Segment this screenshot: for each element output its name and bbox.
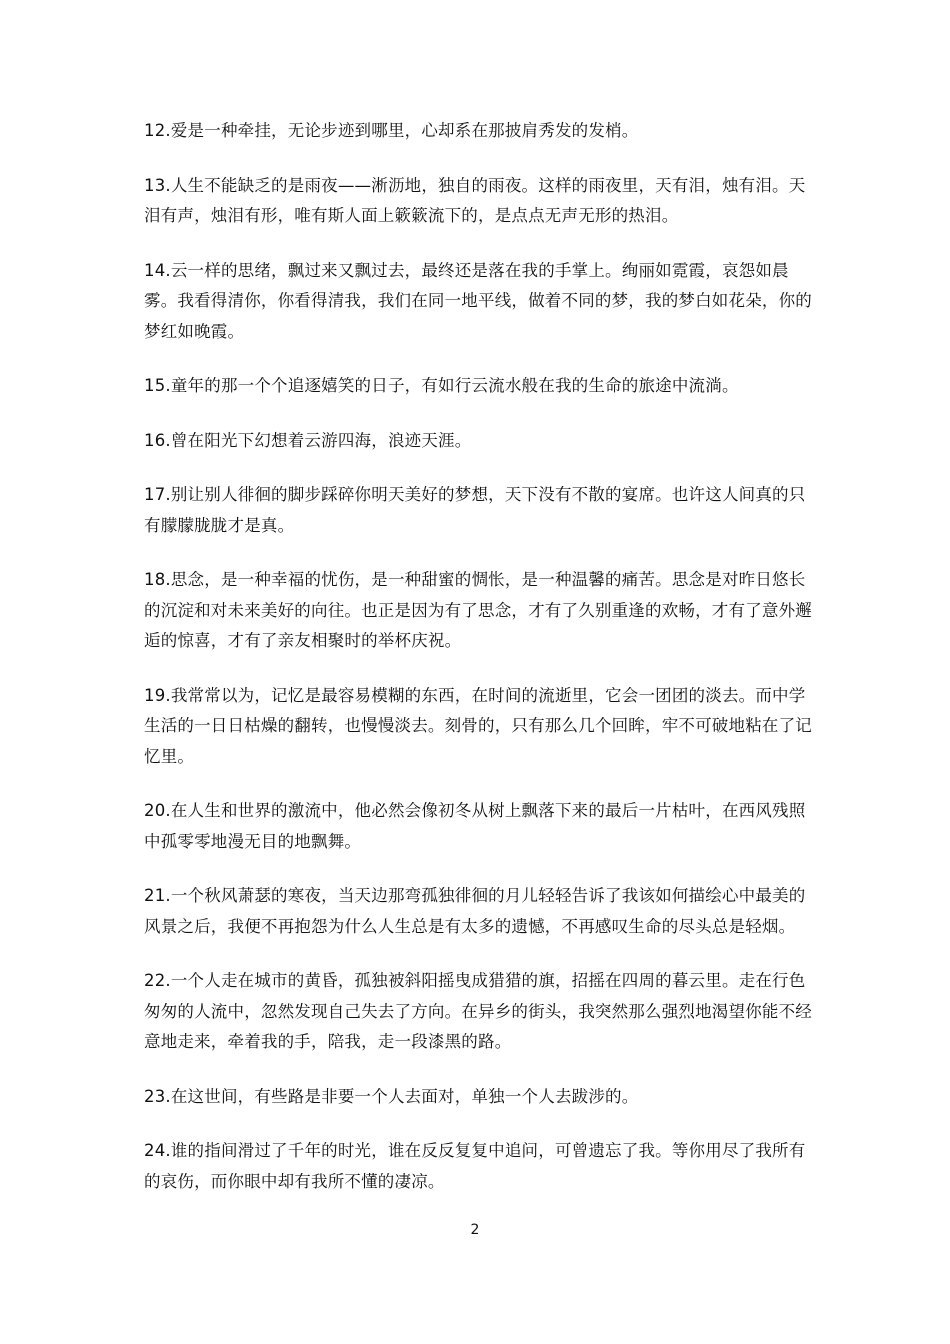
paragraph-20: 20.在人生和世界的激流中，他必然会像初冬从树上飘落下来的最后一片枯叶，在西风残照中孤零零地漫无目的地飘舞。 [144,801,806,851]
paragraph-15: 15.童年的那一个个追逐嬉笑的日子，有如行云流水般在我的生命的旅途中流淌。 [144,376,739,395]
paragraph-14: 14.云一样的思绪，飘过来又飘过去，最终还是落在我的手掌上。绚丽如霓霞，哀怨如晨雾。我看得清你，你看得清我，我们在同一地平线，做着不同的梦，我的梦白如花朵，你的梦红如晚霞。 [144,260,812,341]
paragraph-21: 21.一个秋风萧瑟的寒夜，当天边那弯孤独徘徊的月儿轻轻告诉了我该如何描绘心中最美的风景之后，我便不再抱怨为什么人生总是有太多的遗憾，不再感叹生命的尽头总是轻烟。 [144,886,806,936]
paragraph-24: 24.谁的指间滑过了千年的时光，谁在反反复复中追问，可曾遗忘了我。等你用尽了我所有的哀伤，而你眼中却有我所不懂的凄凉。 [144,1141,806,1191]
paragraph-16: 16.曾在阳光下幻想着云游四海，浪迹天涯。 [144,430,472,450]
page-number: 2 [470,1222,480,1238]
paragraph-19: 19.我常常以为，记忆是最容易模糊的东西，在时间的流逝里，它会一团团的淡去。而中学生活的一日日枯燥的翻转，也慢慢淡去。刻骨的，只有那么几个回眸，牢不可破地粘在了记忆里。 [144,685,812,766]
paragraph-12: 12.爱是一种牵挂，无论步迹到哪里，心却系在那披肩秀发的发梢。 [144,121,639,140]
document-body [144,116,814,1221]
paragraph-13: 13.人生不能缺乏的是雨夜——淅沥地，独自的雨夜。这样的雨夜里，天有泪，烛有泪。天泪有声，烛泪有形，唯有斯人面上簌簌流下的，是点点无声无形的热泪。 [144,175,806,225]
paragraph-18: 18.思念，是一种幸福的忧伤，是一种甜蜜的惆怅，是一种温馨的痛苦。思念是对昨日悠长的沉淀和对未来美好的向往。也正是因为有了思念，才有了久别重逢的欢畅，才有了意外邂逅的惊喜，才有了亲友相聚时的举杯庆祝。 [144,570,812,650]
paragraph-22: 22.一个人走在城市的黄昏，孤独被斜阳摇曳成猎猎的旗，招摇在四周的暮云里。走在行色匆匆的人流中，忽然发现自己失去了方向。在异乡的街头，我突然那么强烈地渴望你能不经意地走来，牵着我的手，陪我，走一段漆黑的路。 [144,971,812,1051]
paragraph-23: 23.在这世间，有些路是非要一个人去面对，单独一个人去跋涉的。 [144,1086,639,1106]
paragraph-17: 17.别让别人徘徊的脚步踩碎你明天美好的梦想，天下没有不散的宴席。也许这人间真的只有朦朦胧胧才是真。 [144,485,806,535]
